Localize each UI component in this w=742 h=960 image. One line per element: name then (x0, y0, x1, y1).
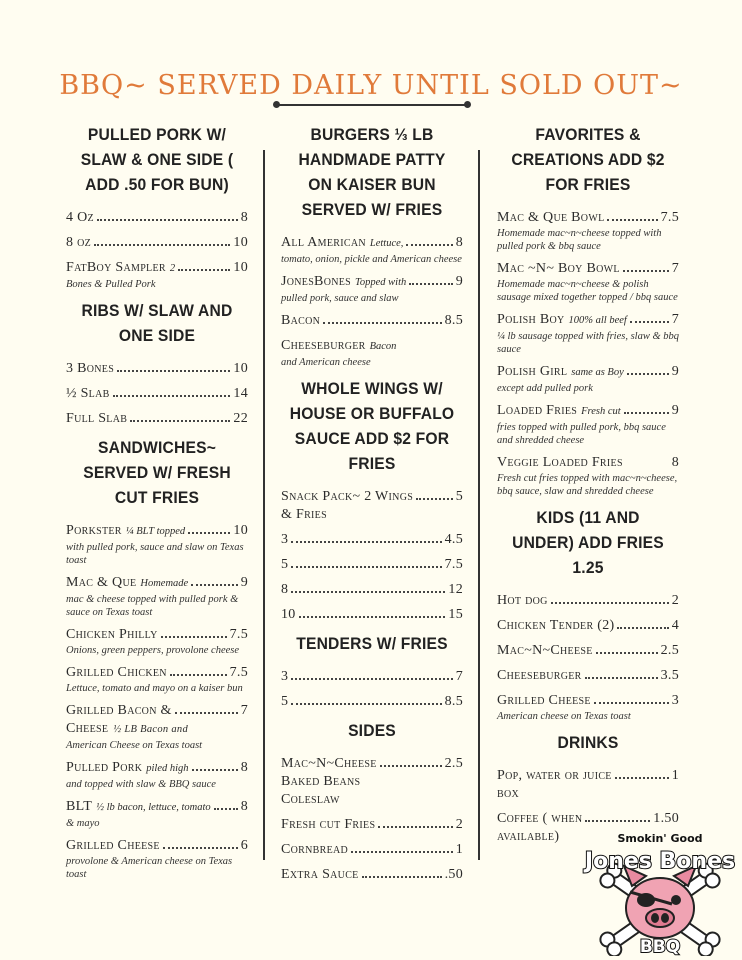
item-price: 9 (455, 274, 463, 289)
menu-item-line (281, 581, 463, 599)
menu-item-line (281, 755, 463, 773)
menu-item (497, 260, 679, 304)
menu-item-line (66, 798, 248, 817)
section-heading: KIDS (11 AND UNDER) ADD FRIES 1.25 (512, 508, 664, 577)
item-name: All American (281, 235, 366, 250)
item-price: 3 (671, 693, 679, 708)
item-note: Homemade (140, 578, 189, 589)
item-name-line2: available) (497, 829, 560, 844)
menu-item (281, 581, 463, 599)
item-name: Chicken Philly (66, 627, 158, 642)
item-name: Coffee ( when (497, 811, 583, 826)
menu-item (497, 642, 679, 660)
item-name: 8 (281, 582, 289, 597)
menu-item-line (281, 693, 463, 711)
menu-item (66, 837, 248, 881)
dot-leader (409, 283, 452, 285)
section-heading: SIDES (348, 721, 396, 740)
dot-leader (97, 219, 238, 221)
section-heading: DRINKS (557, 733, 619, 752)
item-price: 8.5 (444, 313, 463, 328)
menu-item (66, 234, 248, 252)
menu-item (281, 312, 463, 330)
menu-item-line (281, 606, 463, 624)
item-price: 7 (671, 261, 679, 276)
dot-leader (630, 321, 669, 323)
item-name: Polish Girl (497, 364, 568, 379)
item-name: 3 Bones (66, 361, 115, 376)
dot-leader (624, 412, 669, 414)
item-price: 7.5 (229, 627, 248, 642)
item-price: 10 (233, 260, 248, 275)
item-description: provolone & American cheese on Texas toast (66, 856, 233, 880)
section-heading: WHOLE WINGS W/ HOUSE OR BUFFALO SAUCE ADD $2 FOR FRIES (289, 379, 455, 473)
item-description: Fresh cut fries topped with mac~n~cheese, bbq sauce, slaw and shredded cheese (497, 473, 678, 497)
item-name: Mac~N~Cheese (497, 643, 593, 658)
item-price: 9 (671, 364, 679, 379)
item-name: Loaded Fries (497, 403, 578, 418)
item-price: 8 (240, 760, 248, 775)
item-description: mac & cheese topped with pulled pork & sauce on Texas toast (66, 594, 239, 618)
menu-item-line (281, 668, 463, 686)
item-price: 1 (455, 842, 463, 857)
item-description: Lettuce, tomato and mayo on a kaiser bun (66, 683, 243, 694)
menu-item (281, 866, 463, 884)
item-price: 4.5 (444, 532, 463, 547)
menu-item (497, 692, 679, 723)
menu-item-line (281, 556, 463, 574)
dot-leader (378, 826, 452, 828)
item-name: Mac~N~Cheese (281, 756, 377, 771)
menu-item-line (497, 454, 679, 472)
menu-item-line (497, 667, 679, 685)
menu-column-3 (497, 120, 679, 853)
dot-leader (191, 584, 237, 586)
item-description: American Cheese on Texas toast (66, 740, 203, 751)
item-description: American cheese on Texas toast (497, 711, 631, 722)
menu-item-line (66, 209, 248, 227)
item-name: Hot dog (497, 593, 548, 608)
item-note: 2 (169, 263, 176, 274)
menu-item (66, 798, 248, 830)
item-name: BLT (66, 799, 93, 814)
menu-item-line (281, 273, 463, 292)
item-price: 6 (240, 838, 248, 853)
menu-item (497, 617, 679, 635)
dot-leader (130, 420, 230, 422)
dot-leader (291, 591, 445, 593)
item-name-continued (281, 506, 463, 524)
menu-item (497, 311, 679, 356)
logo-top-text: Smokin' Good (617, 832, 703, 845)
item-name: Pulled Pork (66, 760, 143, 775)
item-name-continued (497, 785, 679, 803)
item-name: Full Slab (66, 411, 128, 426)
menu-item-line (281, 841, 463, 859)
item-name: FatBoy Sampler (66, 260, 166, 275)
item-name: Grilled Chicken (66, 665, 167, 680)
item-note: ¼ BLT topped (125, 526, 186, 537)
item-description: Homemade mac~n~cheese topped with pulled pork & bbq sauce (497, 228, 662, 252)
item-description: ¼ lb sausage topped with fries, slaw & bbq sauce (497, 331, 680, 355)
menu-item (66, 759, 248, 791)
section-heading: BURGERS ⅓ LB HANDMADE PATTY ON KAISER BUN SERVED W/ FRIES (298, 125, 446, 219)
menu-item (66, 522, 248, 567)
dot-leader (299, 616, 446, 618)
item-price: 2 (671, 593, 679, 608)
item-note: Fresh cut (581, 406, 621, 417)
item-price: 5 (455, 489, 463, 504)
dot-leader (291, 678, 452, 680)
menu-item (66, 626, 248, 657)
section-heading: PULLED PORK W/ SLAW & ONE SIDE ( ADD .50 FOR BUN) (80, 125, 234, 194)
item-name: 10 (281, 607, 296, 622)
dot-leader (615, 777, 669, 779)
item-name: 8 oz (66, 235, 92, 250)
menu-item-line (66, 574, 248, 593)
menu-item-line (281, 816, 463, 834)
item-price: 9 (671, 403, 679, 418)
menu-item (281, 488, 463, 524)
dot-leader (362, 876, 442, 878)
item-price: 7 (455, 669, 463, 684)
item-price: 15 (448, 607, 463, 622)
menu-item (281, 816, 463, 834)
menu-item (281, 668, 463, 686)
menu-item-line (66, 837, 248, 855)
item-note: Bacon (369, 341, 397, 352)
item-description: except add pulled pork (497, 383, 593, 394)
item-name: Grilled Cheese (497, 693, 591, 708)
menu-item (497, 402, 679, 447)
title-divider (277, 104, 467, 106)
menu-item (66, 664, 248, 695)
section-heading: TENDERS W/ FRIES (296, 634, 448, 653)
menu-item-line (66, 664, 248, 682)
item-description: and American cheese (281, 357, 371, 368)
menu-item (281, 556, 463, 574)
item-name: Mac & Que (66, 575, 137, 590)
menu-item-line (66, 702, 248, 720)
item-price: 10 (233, 523, 248, 538)
item-name: ½ Slab (66, 386, 110, 401)
menu-item-line (66, 410, 248, 428)
menu-item-line (66, 522, 248, 541)
dot-leader (113, 395, 231, 397)
item-price: 3.5 (660, 668, 679, 683)
item-price: 8 (240, 210, 248, 225)
dot-leader (163, 847, 238, 849)
dot-leader (291, 566, 441, 568)
menu-item (281, 531, 463, 549)
item-price: 7 (671, 312, 679, 327)
menu-item-line (497, 260, 679, 278)
item-name: Mac & Que Bowl (497, 210, 605, 225)
item-name: Porkster (66, 523, 122, 538)
dot-leader (214, 808, 238, 810)
menu-item-line (281, 531, 463, 549)
item-price: 2 (455, 817, 463, 832)
menu-item (66, 360, 248, 378)
logo-bottom-text: BBQ (639, 937, 681, 956)
item-note: 100% all beef (568, 315, 627, 326)
item-name: Veggie Loaded Fries (497, 455, 623, 470)
menu-item-line (66, 360, 248, 378)
item-name: 5 (281, 694, 289, 709)
item-name: 5 (281, 557, 289, 572)
dot-leader (627, 373, 669, 375)
menu-item (281, 337, 463, 369)
dot-leader (188, 532, 230, 534)
item-price: .50 (444, 867, 463, 882)
dot-leader (416, 498, 453, 500)
menu-item-line (497, 767, 679, 785)
item-name: 3 (281, 669, 289, 684)
item-name: Bacon (281, 313, 321, 328)
item-price: 7.5 (229, 665, 248, 680)
dot-leader (161, 636, 227, 638)
item-name-line2: Cheese (66, 721, 109, 736)
dot-leader (117, 370, 230, 372)
menu-item-line (497, 402, 679, 421)
dot-leader (175, 712, 238, 714)
item-price: 1 (671, 768, 679, 783)
menu-item (281, 755, 463, 809)
menu-item-line (66, 626, 248, 644)
menu-item-line (497, 692, 679, 710)
item-name: Mac ~N~ Boy Bowl (497, 261, 620, 276)
item-description: fries topped with pulled pork, bbq sauce and shredded cheese (497, 422, 666, 446)
item-name-continued (66, 720, 248, 739)
menu-item (281, 606, 463, 624)
menu-item-line (66, 385, 248, 403)
item-note: piled high (146, 763, 189, 774)
menu-item (497, 363, 679, 395)
menu-item-line (281, 234, 463, 253)
dot-leader (323, 322, 441, 324)
item-name-line2: & Fries (281, 507, 327, 522)
dot-leader (178, 269, 230, 271)
item-name: JonesBones (281, 274, 352, 289)
menu-item-line (497, 592, 679, 610)
menu-item (66, 259, 248, 291)
item-description: Bones & Pulled Pork (66, 279, 156, 290)
menu-item (497, 209, 679, 253)
menu-title: BBQ~ SERVED DAILY UNTIL SOLD OUT~ (59, 70, 683, 101)
item-price: 10 (233, 361, 248, 376)
item-price: 2.5 (660, 643, 679, 658)
menu-column-2 (281, 120, 463, 891)
item-name: Chicken Tender (2) (497, 618, 615, 633)
column-divider-right (478, 150, 480, 860)
menu-item (66, 209, 248, 227)
jones-bones-logo (580, 828, 740, 956)
menu-item (281, 273, 463, 305)
menu-item (281, 234, 463, 266)
section-heading: RIBS W/ SLAW AND ONE SIDE (81, 301, 233, 345)
item-name: Pop, water or juice (497, 768, 612, 783)
menu-item (497, 592, 679, 610)
dot-leader (291, 541, 441, 543)
menu-item (497, 667, 679, 685)
menu-item (66, 574, 248, 619)
dot-leader (94, 244, 230, 246)
menu-item-line (281, 866, 463, 884)
item-note: Lettuce, (369, 238, 404, 249)
menu-item-line (66, 759, 248, 778)
dot-leader (551, 602, 669, 604)
dot-leader (607, 219, 657, 221)
menu-item-line (281, 488, 463, 506)
side-item: Baked Beans (281, 774, 361, 789)
item-description: pulled pork, sauce and slaw (281, 293, 399, 304)
item-price: 7 (240, 703, 248, 718)
item-name: 4 Oz (66, 210, 94, 225)
item-price: 22 (233, 411, 248, 426)
menu-item-line (497, 810, 679, 828)
item-description: and topped with slaw & BBQ sauce (66, 779, 216, 790)
menu-item (281, 693, 463, 711)
item-note: ½ lb bacon, lettuce, tomato (96, 802, 211, 813)
item-name: 3 (281, 532, 289, 547)
item-name: Fresh cut Fries (281, 817, 376, 832)
dot-leader (380, 765, 442, 767)
dot-leader (192, 769, 238, 771)
item-price: 1.50 (653, 811, 679, 826)
menu-item-line (497, 642, 679, 660)
side-item: Coleslaw (281, 792, 340, 807)
dot-leader (406, 244, 452, 246)
item-note: ½ LB Bacon and (113, 724, 189, 735)
menu-item (66, 410, 248, 428)
item-price: 8 (671, 455, 679, 470)
item-name: Snack Pack~ 2 Wings (281, 489, 414, 504)
item-price: 9 (240, 575, 248, 590)
item-price: 14 (233, 386, 248, 401)
item-price: 8 (240, 799, 248, 814)
menu-item (66, 702, 248, 752)
item-name: Cheeseburger (497, 668, 582, 683)
item-name: Cheeseburger (281, 338, 366, 353)
dot-leader (170, 674, 227, 676)
item-description: Homemade mac~n~cheese & polish sausage mixed together topped / bbq sauce (497, 279, 678, 303)
item-price: 2.5 (444, 756, 463, 771)
section-heading: SANDWICHES~ SERVED W/ FRESH CUT FRIES (83, 438, 231, 507)
item-name: Cornbread (281, 842, 349, 857)
menu-column-1 (66, 120, 248, 888)
dot-leader (623, 270, 669, 272)
dot-leader (585, 820, 650, 822)
menu-item (497, 767, 679, 803)
item-price: 8.5 (444, 694, 463, 709)
item-note: same as Boy (571, 367, 624, 378)
column-divider-left (263, 150, 265, 860)
menu-item-line (497, 617, 679, 635)
menu-item (66, 385, 248, 403)
menu-item (497, 454, 679, 498)
item-price: 8 (455, 235, 463, 250)
logo-main-text: Jones Bones (584, 849, 736, 874)
item-name-line2: box (497, 786, 520, 801)
section-heading: FAVORITES & CREATIONS ADD $2 FOR FRIES (511, 125, 665, 194)
item-name: Grilled Cheese (66, 838, 160, 853)
item-description: tomato, onion, pickle and American cheese (281, 254, 462, 265)
dot-leader (594, 702, 669, 704)
menu-item-line (66, 259, 248, 278)
dot-leader (596, 652, 658, 654)
dot-leader (291, 703, 441, 705)
item-name: Polish Boy (497, 312, 565, 327)
menu-item (281, 841, 463, 859)
item-price: 7.5 (444, 557, 463, 572)
item-note: Topped with (355, 277, 407, 288)
item-price: 7.5 (660, 210, 679, 225)
item-price: 4 (671, 618, 679, 633)
menu-item-line (281, 312, 463, 330)
item-name: Extra Sauce (281, 867, 359, 882)
item-price: 10 (233, 235, 248, 250)
item-price: 12 (448, 582, 463, 597)
item-name: Grilled Bacon & (66, 703, 172, 718)
item-description: with pulled pork, sauce and slaw on Texas toast (66, 542, 244, 566)
item-description: Onions, green peppers, provolone cheese (66, 645, 240, 656)
item-description: & mayo (66, 818, 100, 829)
dot-leader (585, 677, 658, 679)
menu-item-line (497, 363, 679, 382)
menu-item-line (497, 311, 679, 330)
dot-leader (617, 627, 668, 629)
menu-item-line (497, 209, 679, 227)
menu-item-line (66, 234, 248, 252)
dot-leader (351, 851, 453, 853)
menu-item-line (281, 337, 463, 356)
